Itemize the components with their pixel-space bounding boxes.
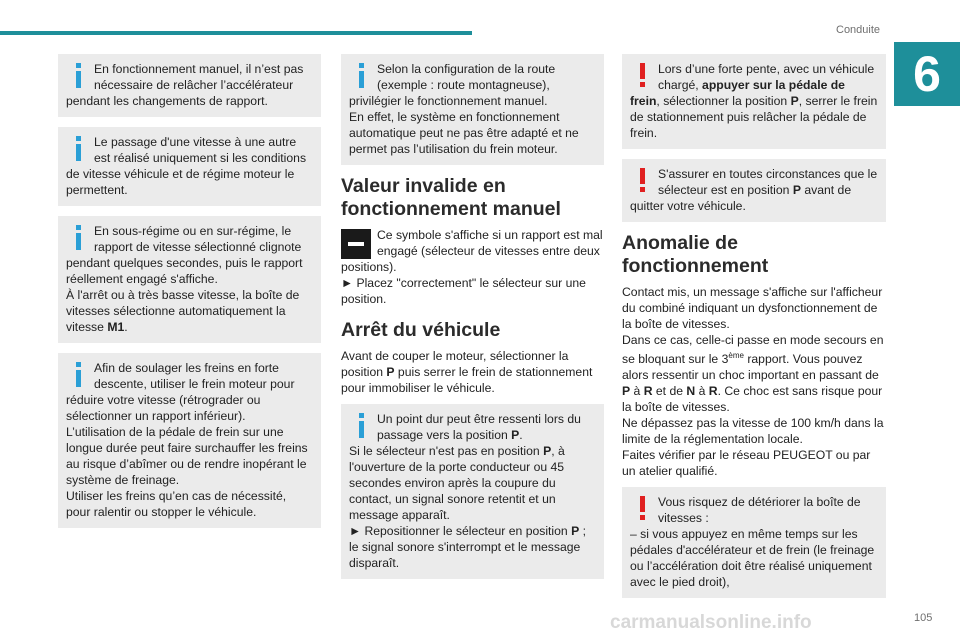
- body-text: Ce symbole s'affiche si un rapport est mal engagé (sélecteur de vitesses entre deux positions).: [341, 228, 603, 274]
- heading-invalid-value: Valeur invalide en fonctionnement manuel: [341, 175, 561, 220]
- column-left: [58, 54, 321, 538]
- info-text: En sous-régime ou en sur-régime, le rapport de vitesse sélectionné clignote pendant quelques secondes, puis le rapport réellement engagé s'affiche.: [66, 224, 303, 286]
- info-text: Utiliser les freins qu’en cas de nécessité, pour ralentir ou stopper le véhicule.: [66, 489, 287, 519]
- info-box: [58, 216, 321, 343]
- column-middle: [341, 54, 604, 589]
- warning-text: Lors d’une forte pente, avec un véhicule chargé, appuyer sur la pédale de frein, sélectionner la position P, serrer le frein de stationnement puis relâcher la pédale de frein.: [630, 62, 878, 140]
- warning-text: S'assurer en toutes circonstances que le sélecteur est en position P avant de quitter votre véhicule.: [630, 167, 878, 213]
- warning-box: [622, 487, 886, 598]
- info-icon: [66, 63, 90, 89]
- body-text: Avant de couper le moteur, sélectionner la position P puis serrer le frein de stationnement pour immobiliser le véhicule.: [341, 349, 593, 395]
- warning-icon: [630, 168, 654, 194]
- info-icon: [66, 136, 90, 162]
- warning-icon: [630, 63, 654, 89]
- info-text: Selon la configuration de la route (exemple : route montagneuse), privilégier le fonctionnement manuel.: [349, 62, 556, 108]
- page-number: 105: [914, 612, 933, 624]
- info-box: [341, 54, 604, 165]
- body-text: Faites vérifier par le réseau PEUGEOT ou par un atelier qualifié.: [622, 448, 871, 479]
- warning-text: Vous risquez de détériorer la boîte de vitesses :: [658, 495, 861, 526]
- malfunction-text: [622, 284, 886, 479]
- info-box: [341, 404, 604, 579]
- heading-malfunction: Anomalie de fonctionnement: [622, 232, 769, 277]
- info-text: ► Repositionner le sélecteur en position P ; le signal sonore s'interrompt et le message disparaît.: [349, 524, 587, 570]
- info-icon: [66, 225, 90, 251]
- warning-box: [622, 159, 886, 222]
- chapter-number: 6: [894, 42, 960, 106]
- info-box: [58, 54, 321, 117]
- info-text: En effet, le système en fonctionnement automatique peut ne pas être adapté et ne permet pas l’utilisation du frein moteur.: [349, 110, 579, 156]
- info-text: Le passage d'une vitesse à une autre est réalisé uniquement si les conditions de vitesse véhicule et de régime moteur le permettent.: [66, 135, 307, 197]
- info-text: L’utilisation de la pédale de frein sur une longue durée peut faire surchauffer les freins au risque d’abîmer ou de rendre inopérant le système de freinage.: [66, 425, 308, 487]
- info-text: Un point dur peut être ressenti lors du passage vers la position P.: [377, 412, 581, 442]
- info-text: À l'arrêt ou à très basse vitesse, la boîte de vitesses sélectionne automatiquement la vitesse M1.: [66, 288, 300, 334]
- body-text: ► Placez "correctement" le sélecteur sur une position.: [341, 276, 586, 306]
- warning-box: [622, 54, 886, 149]
- info-text: Si le sélecteur n'est pas en position P, à l'ouverture de la porte conducteur ou 45 secondes environ après la coupure du contact, un signal sonore retentit et un message apparaît.: [349, 444, 565, 522]
- minus-symbol-icon: [341, 229, 371, 259]
- body-text: Contact mis, un message s'affiche sur l'afficheur du combiné indiquant un dysfonctionnement de la boîte de vitesses.: [622, 285, 883, 331]
- info-box: [58, 127, 321, 206]
- info-text: En fonctionnement manuel, il n’est pas nécessaire de relâcher l’accélérateur pendant les changements de rapport.: [66, 62, 304, 108]
- warning-icon: [630, 496, 654, 522]
- info-icon: [66, 362, 90, 388]
- invalid-value-block: [341, 227, 604, 307]
- watermark: carmanualsonline.info: [610, 612, 812, 633]
- info-icon: [349, 63, 373, 89]
- warning-text: – si vous appuyez en même temps sur les pédales d'accélérateur et de frein (le freinage ou l’accélération doit être réalisé uniquement avec le pied droit),: [630, 527, 875, 590]
- body-text: Dans ce cas, celle-ci passe en mode secours en se bloquant sur le 3ème rapport. Vous pouvez alors ressentir un choc important en passant de P à R et de N à R. Ce choc est sans risque pour la boîte de vitesses.: [622, 333, 884, 415]
- info-text: Afin de soulager les freins en forte descente, utiliser le frein moteur pour réduire votre vitesse (rétrograder ou sélectionner un rapport inférieur).: [66, 361, 295, 423]
- heading-vehicle-stop: Arrêt du véhicule: [341, 319, 501, 341]
- header-bar: [0, 31, 472, 35]
- info-icon: [349, 413, 373, 439]
- section-title: Conduite: [836, 24, 881, 36]
- body-text: Ne dépassez pas la vitesse de 100 km/h dans la limite de la réglementation locale.: [622, 416, 884, 447]
- info-box: [58, 353, 321, 528]
- column-right: [622, 54, 886, 608]
